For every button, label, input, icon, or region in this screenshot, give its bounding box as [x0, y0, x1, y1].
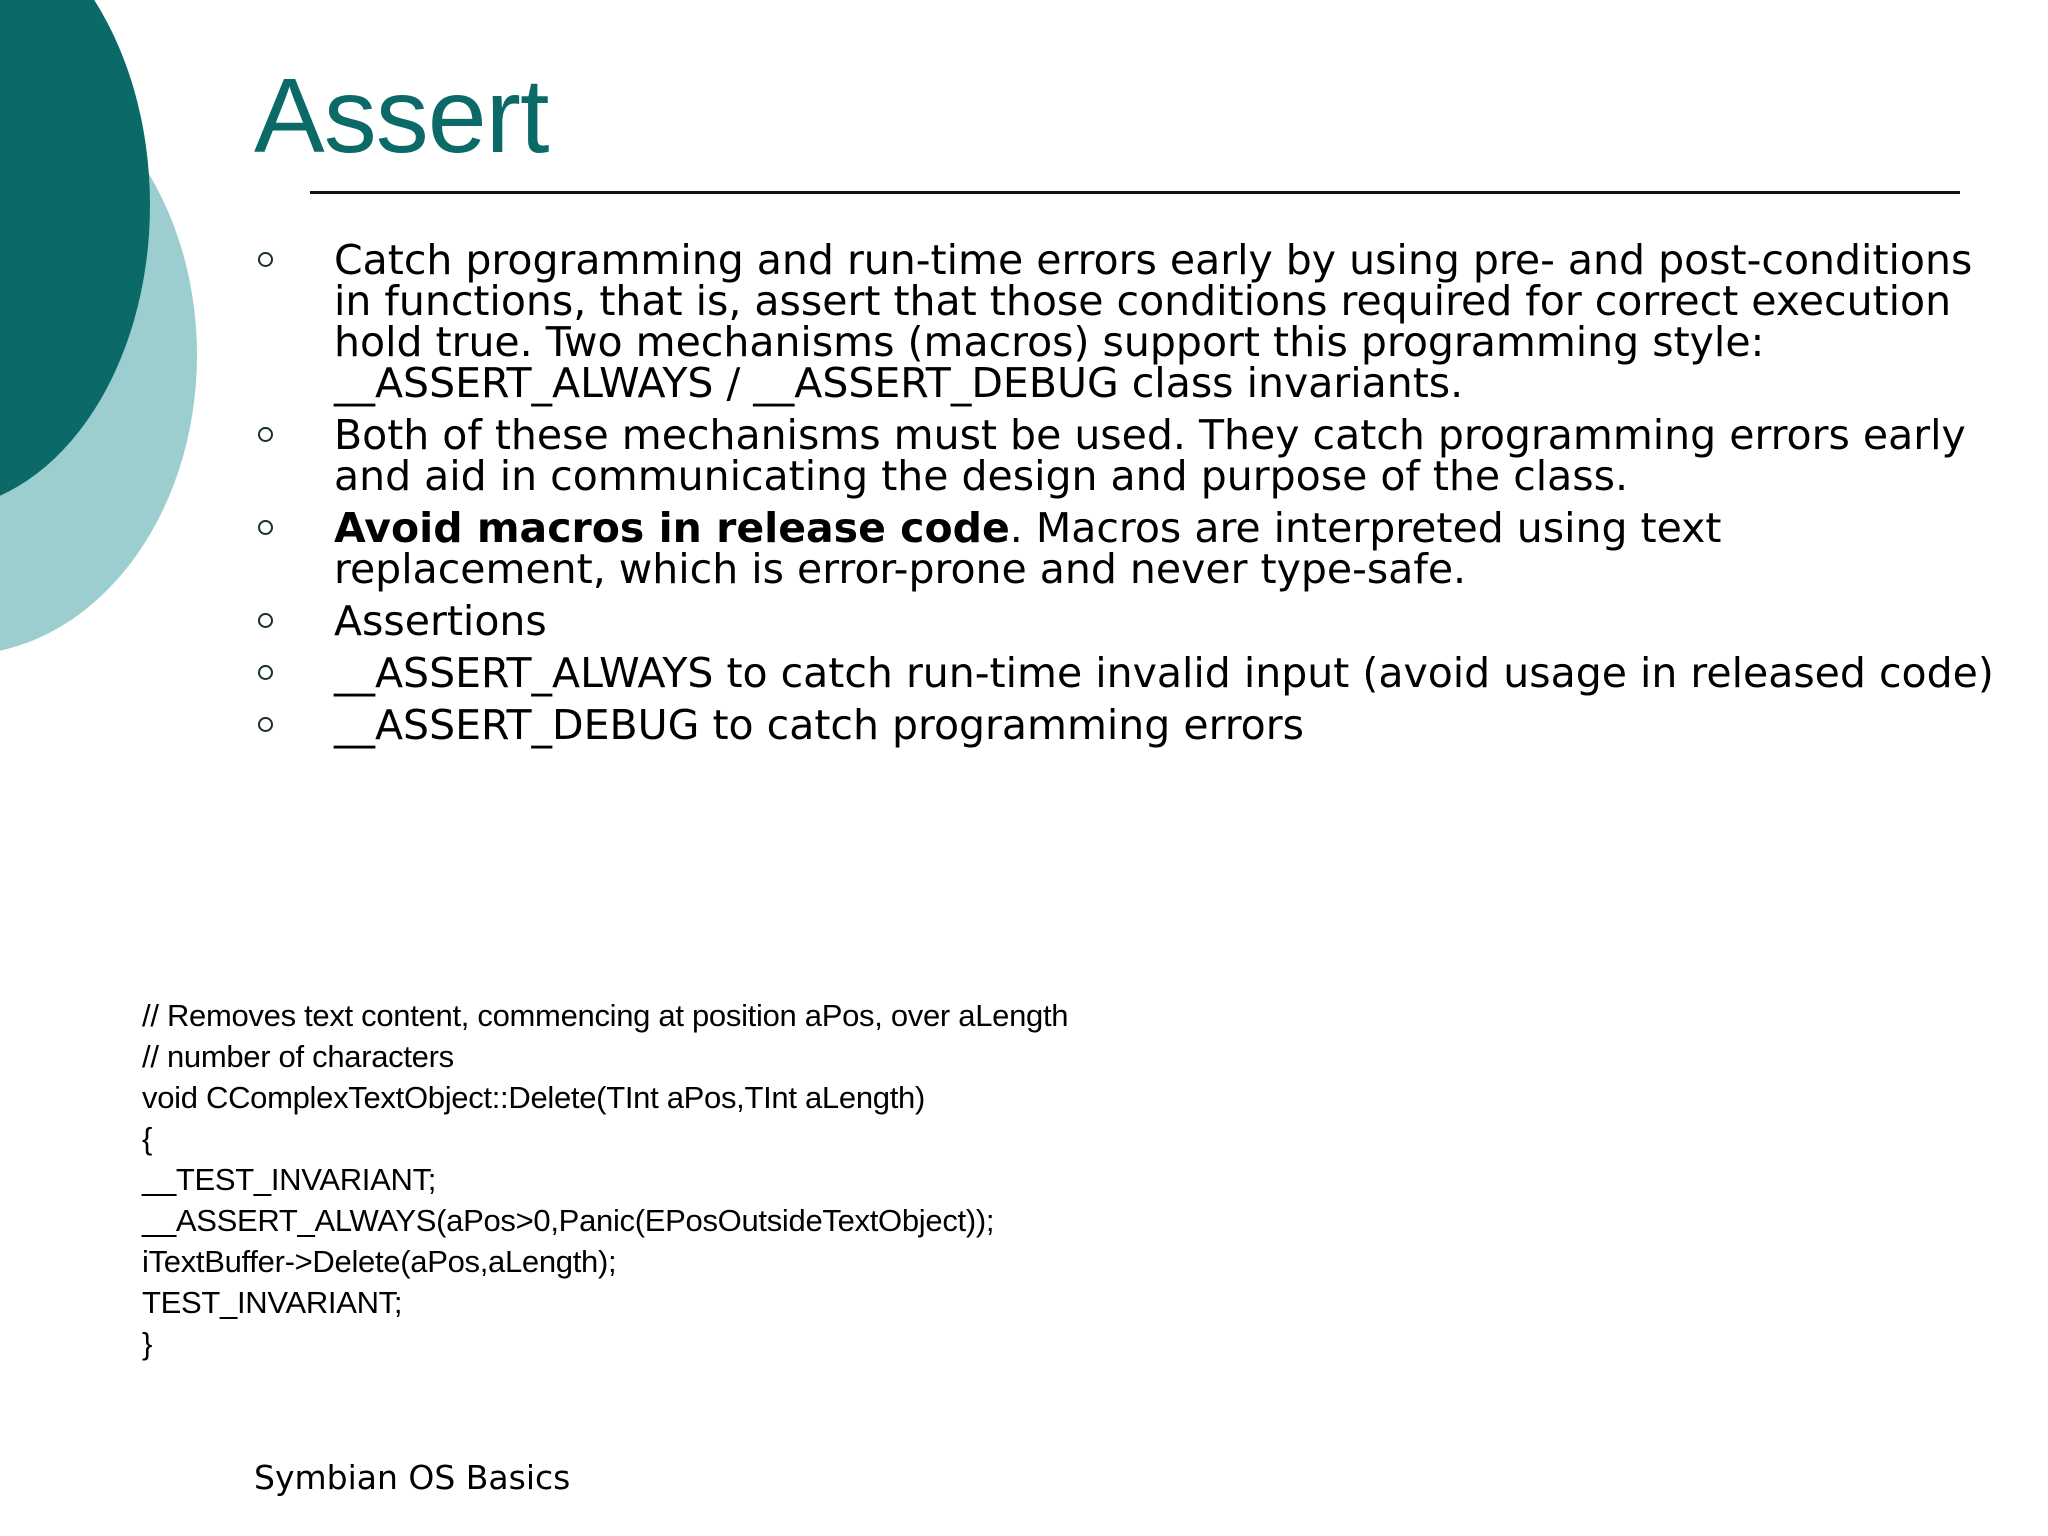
bullet-item — [254, 701, 1994, 749]
code-line: iTextBuffer->Delete(aPos,aLength); — [142, 1244, 617, 1279]
code-line: TEST_INVARIANT; — [142, 1285, 403, 1320]
bullet-bold-text: Avoid macros in release code — [334, 504, 1010, 552]
bullet-text: __ASSERT_ALWAYS to catch run-time invalid input (avoid usage in released code) — [334, 649, 1994, 697]
bullet-item — [254, 504, 1994, 593]
code-line: } — [142, 1326, 153, 1361]
bullet-text: Assertions — [334, 597, 547, 645]
bullet-text: . Macros are interpreted using text replacement, which is error-prone and never type-safe. — [334, 504, 1722, 593]
hollow-circle-bullet-icon — [258, 520, 273, 535]
title-divider — [310, 191, 1960, 194]
code-line: { — [142, 1121, 153, 1156]
bullet-item — [254, 597, 1994, 645]
bullet-item — [254, 411, 1994, 500]
slide-footer: Symbian OS Basics — [254, 1458, 571, 1497]
bullet-item — [254, 649, 1994, 697]
hollow-circle-bullet-icon — [258, 717, 273, 732]
code-sample — [142, 995, 1068, 1364]
bullet-list — [254, 236, 1994, 757]
code-line: __ASSERT_ALWAYS(aPos>0,Panic(EPosOutsideTextObject)); — [142, 1203, 995, 1238]
bullet-text: Both of these mechanisms must be used. They catch programming errors early and aid in communicating the design and purpose of the class. — [334, 411, 1966, 500]
decorative-circles — [0, 0, 260, 700]
hollow-circle-bullet-icon — [258, 665, 273, 680]
slide-title: Assert — [254, 57, 549, 175]
code-line: // Removes text content, commencing at position aPos, over aLength — [142, 998, 1069, 1033]
hollow-circle-bullet-icon — [258, 613, 273, 628]
hollow-circle-bullet-icon — [258, 427, 273, 442]
hollow-circle-bullet-icon — [258, 252, 273, 267]
bullet-text: Catch programming and run-time errors early by using pre- and post-conditions in functions, that is, assert that those conditions required for correct execution hold true. Two mechanisms (macros) support this programming style: __ASSERT_ALWAYS / __ASSERT_DEBUG class invariants. — [334, 236, 1973, 407]
code-line: // number of characters — [142, 1039, 454, 1074]
bullet-text: __ASSERT_DEBUG to catch programming errors — [334, 701, 1304, 749]
bullet-item — [254, 236, 1994, 407]
code-line: void CComplexTextObject::Delete(TInt aPos,TInt aLength) — [142, 1080, 925, 1115]
code-line: __TEST_INVARIANT; — [142, 1162, 437, 1197]
